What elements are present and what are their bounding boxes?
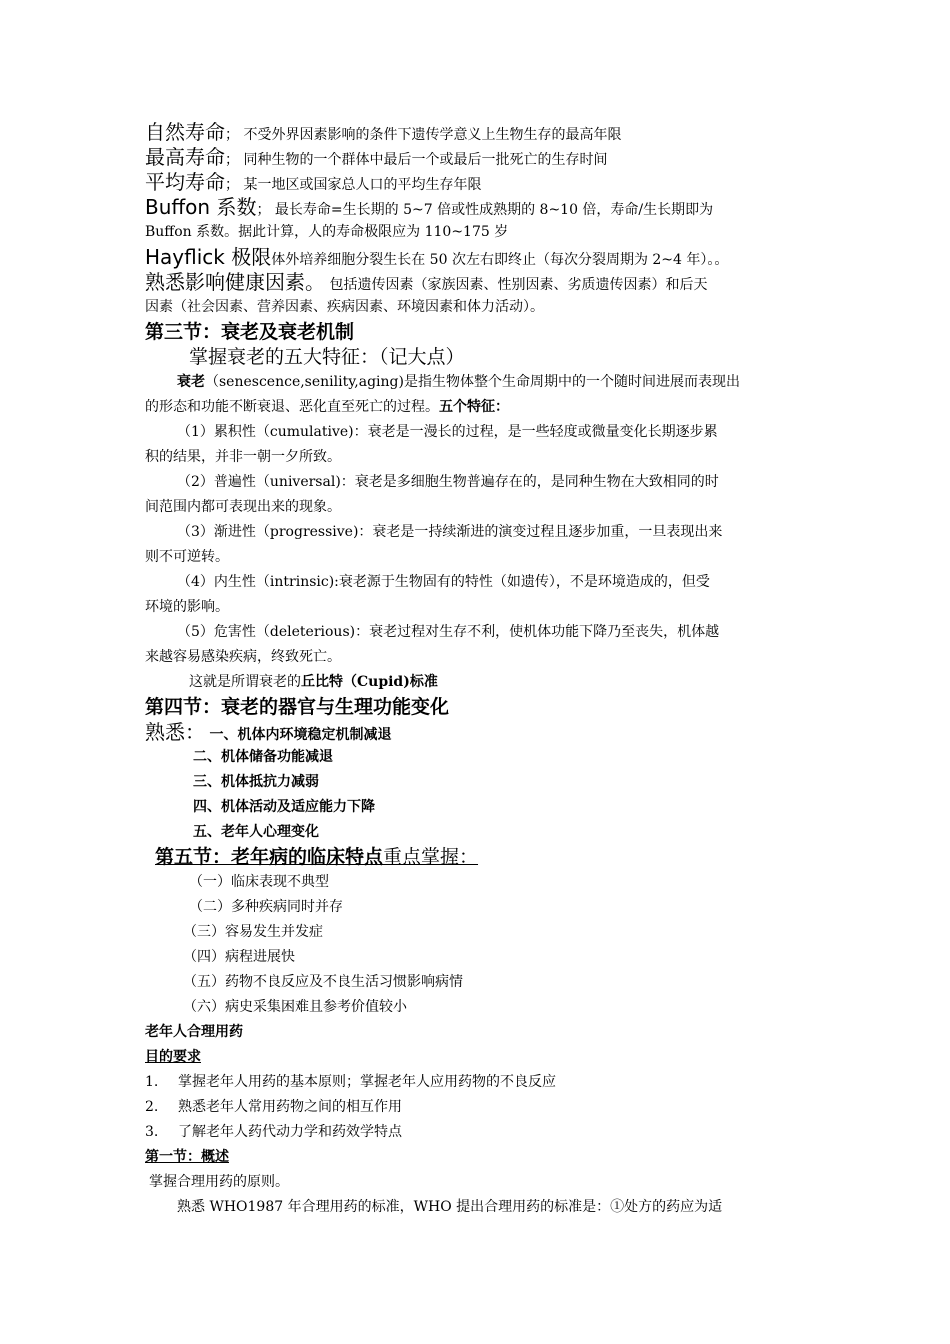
section-5-item: （五）药物不良反应及不良生活习惯影响病情: [183, 974, 463, 990]
buffon-line-2: Buffon 系数。据此计算，人的寿命极限应为 110~175 岁: [145, 224, 509, 240]
section-4-item: 五、老年人心理变化: [193, 824, 319, 840]
term: 自然寿命: [145, 120, 225, 144]
definition: 同种生物的一个群体中最后一个或最后一批死亡的生存时间: [243, 152, 608, 168]
definition: 体外培养细胞分裂生长在 50 次左右即终止（每次分裂周期为 2~4 年）。。: [271, 252, 729, 268]
section-5-item: （一）临床表现不典型: [189, 874, 329, 890]
drug-paragraph-1: 掌握合理用药的原则。: [149, 1174, 289, 1190]
section-5-item: （三）容易发生并发症: [183, 924, 323, 940]
term: 熟悉影响健康因素。: [145, 270, 325, 294]
aging-intro-line-2: [145, 395, 810, 420]
term: 最高寿命: [145, 145, 225, 169]
feature-5-line-2: 来越容易感染疾病，终致死亡。: [145, 649, 341, 665]
section-3-title: 第三节：衰老及衰老机制: [145, 321, 355, 343]
health-factors-line-2: 因素（社会因素、营养因素、疾病因素、环境因素和体力活动）。: [145, 299, 544, 315]
definition: 不受外界因素影响的条件下遗传学意义上生物生存的最高年限: [243, 127, 622, 143]
section-3-subtitle: 掌握衰老的五大特征：（记大点）: [189, 346, 465, 368]
drug-title: 老年人合理用药: [145, 1024, 243, 1040]
buffon-line: [145, 195, 810, 220]
section-4-item: 二、机体储备功能减退: [193, 749, 333, 765]
goal-number: 1.: [145, 1074, 159, 1090]
drug-goal-item: [145, 1070, 810, 1095]
section-5-item: （四）病程进展快: [183, 949, 295, 965]
aging-intro-text: （senescence,senility,aging)是指生物体整个生命周期中的一个随时间进展而表现出: [205, 374, 740, 390]
goal-number: 3.: [145, 1124, 159, 1140]
term: Buffon 系数: [145, 195, 257, 219]
feature-1-line-2: 积的结果，并非一朝一夕所致。: [145, 449, 341, 465]
definition: 某一地区或国家总人口的平均生存年限: [243, 177, 482, 193]
section-4-item: 一、机体内环境稳定机制减退: [209, 727, 392, 743]
section-4-item: 四、机体活动及适应能力下降: [193, 799, 375, 815]
drug-goal-heading: 目的要求: [145, 1049, 201, 1065]
section-5-title: [145, 845, 810, 870]
cupid-standard: 丘比特（Cupid)标准: [301, 674, 438, 690]
sep: ；: [256, 202, 271, 218]
term: 平均寿命: [145, 170, 225, 194]
feature-3-line: （3）渐进性（progressive)：衰老是一持续渐进的演变过程且逐步加重，一旦表现出来: [177, 524, 723, 540]
section-4-title: 第四节：衰老的器官与生理功能变化: [145, 696, 450, 718]
health-factors-line: [145, 270, 810, 295]
section-5-item: （二）多种疾病同时并存: [189, 899, 343, 915]
feature-2-line-2: 间范围内都可表现出来的现象。: [145, 499, 341, 515]
cupid-line: [145, 670, 810, 695]
aging-intro-text-2: 的形态和功能不断衰退、恶化直至死亡的过程。: [145, 399, 439, 415]
cupid-prefix: 这就是所谓衰老的: [189, 674, 301, 690]
section-4-item: 三、机体抵抗力减弱: [193, 774, 319, 790]
sep: ；: [225, 152, 239, 168]
avg-lifespan-line: [145, 170, 810, 195]
feature-5-line: （5）危害性（deleterious)：衰老过程对生存不利，使机体功能下降乃至丧失，机体越: [177, 624, 720, 640]
aging-term: 衰老: [177, 374, 205, 390]
definition: 最长寿命=生长期的 5~7 倍或性成熟期的 8~10 倍，寿命/生长期即为: [274, 202, 714, 218]
drug-section-1-title: [145, 1145, 810, 1170]
definition: 包括遗传因素（家族因素、性别因素、劣质遗传因素）和后天: [329, 277, 708, 293]
hayflick-line: [145, 245, 810, 270]
feature-4-line: （4）内生性（intrinsic):衰老源于生物固有的特性（如遗传），不是环境造成的，但受: [177, 574, 710, 590]
term: Hayflick 极限: [145, 245, 272, 269]
section-4-item-1-line: [145, 720, 810, 745]
goal-text: 熟悉老年人常用药物之间的相互作用: [178, 1099, 402, 1115]
goal-number: 2.: [145, 1099, 159, 1115]
feature-1-line: （1）累积性（cumulative)：衰老是一漫长的过程，是一些轻度或微量变化长期逐步累: [177, 424, 718, 440]
feature-2-line: （2）普遍性（universal)：衰老是多细胞生物普遍存在的，是同种生物在大致相同的时: [177, 474, 719, 490]
section-4-lead: 熟悉：: [145, 720, 205, 744]
natural-lifespan-line: [145, 120, 810, 145]
max-lifespan-line: [145, 145, 810, 170]
section-5-item: （六）病史采集困难且参考价值较小: [183, 999, 407, 1015]
section-5-title-rest: 重点掌握：: [383, 846, 479, 868]
five-features-label: 五个特征：: [439, 399, 509, 415]
sep: ；: [225, 127, 239, 143]
drug-paragraph-2: 熟悉 WHO1987 年合理用药的标准，WHO 提出合理用药的标准是：①处方的药应为适: [177, 1199, 723, 1215]
document-page: [145, 120, 810, 1220]
section-5-title-bold: 第五节：老年病的临床特点: [155, 846, 384, 868]
aging-intro-line: [145, 370, 810, 395]
sep: ；: [225, 177, 239, 193]
drug-goal-item: [145, 1095, 810, 1120]
feature-4-line-2: 环境的影响。: [145, 599, 229, 615]
feature-3-line-2: 则不可逆转。: [145, 549, 229, 565]
goal-text: 了解老年人药代动力学和药效学特点: [178, 1124, 402, 1140]
drug-goal-item: [145, 1120, 810, 1145]
drug-section-1-title-text: 第一节：概述: [145, 1149, 229, 1165]
goal-text: 掌握老年人用药的基本原则；掌握老年人应用药物的不良反应: [178, 1074, 556, 1090]
